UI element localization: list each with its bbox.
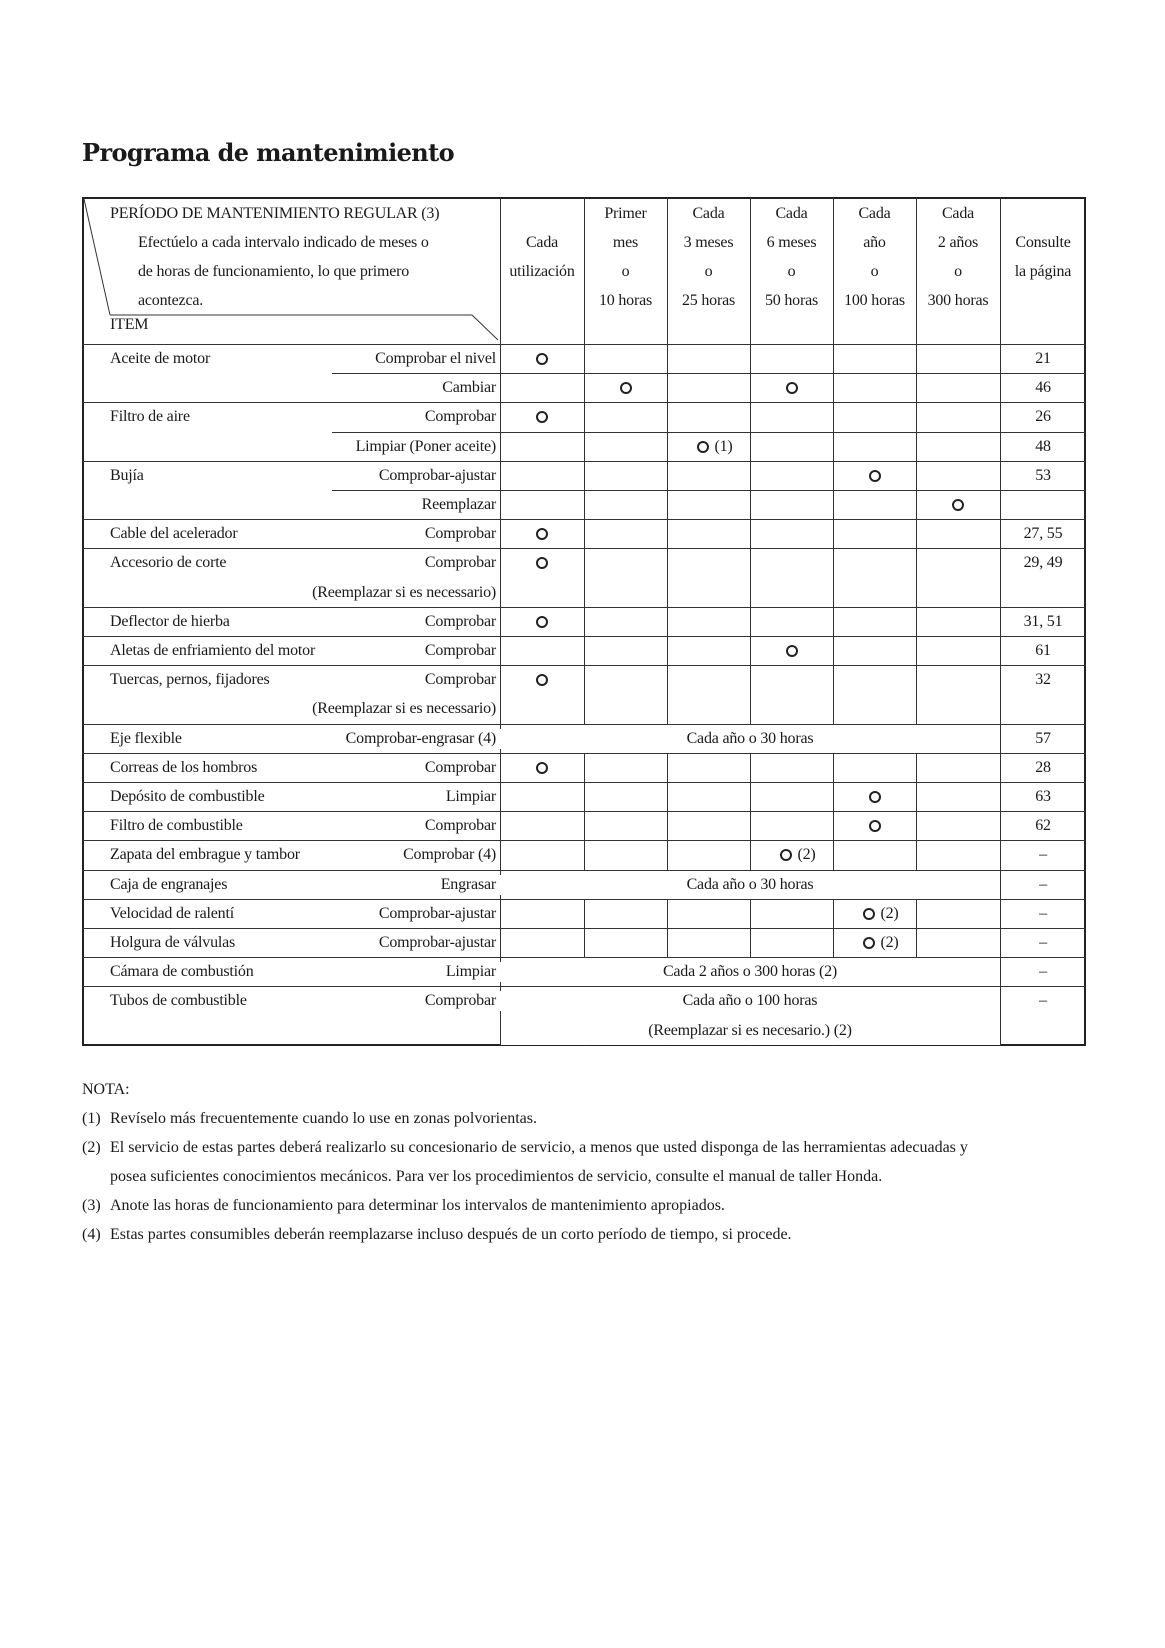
- table-row: [82, 899, 1086, 928]
- span-interval-text: Cada año o 100 horas: [500, 991, 1000, 1011]
- table-row: [82, 811, 1086, 840]
- table-row: [82, 519, 1086, 548]
- item-name: Caja de engranajes: [110, 875, 228, 893]
- schedule-mark-icon: [863, 908, 875, 920]
- schedule-mark-icon: [536, 528, 548, 540]
- item-action-note: (Reemplazar si es necessario): [312, 583, 496, 601]
- item-action: Limpiar (Poner aceite): [355, 437, 496, 455]
- notes-heading: NOTA:: [82, 1081, 130, 1098]
- page-reference: 46: [1035, 379, 1051, 397]
- schedule-mark-icon: [536, 557, 548, 569]
- page-reference: 32: [1035, 671, 1051, 689]
- note-text: posea suficientes conocimientos mecánicos. Para ver los procedimientos de servicio, consulte el manual de taller Honda.: [110, 1168, 883, 1185]
- schedule-mark-icon: [536, 762, 548, 774]
- item-name: Deflector de hierba: [110, 612, 230, 630]
- table-row: [82, 870, 1086, 899]
- item-action: Engrasar: [440, 875, 496, 893]
- note-text: Estas partes consumibles deberán reemplazarse incluso después de un corto período de tiempo, si procede.: [110, 1226, 792, 1243]
- span-interval-note: (Reemplazar si es necesario.) (2): [648, 1021, 852, 1039]
- span-interval-text: Cada 2 años o 300 horas (2): [500, 962, 1000, 982]
- item-name: Aletas de enfriamiento del motor: [110, 642, 316, 659]
- column-header-line: o: [870, 263, 879, 280]
- item-action-note: (Reemplazar si es necessario): [312, 700, 496, 718]
- item-action: Comprobar-ajustar: [378, 934, 496, 951]
- item-action: Limpiar: [445, 788, 496, 805]
- item-action: Limpiar: [445, 963, 496, 981]
- page-reference: –: [1039, 992, 1047, 1010]
- item-name: Bujía: [110, 466, 144, 484]
- column-header-line: utilización: [509, 263, 575, 280]
- table-row: [82, 782, 1086, 811]
- schedule-mark-icon: [536, 411, 548, 423]
- column-header-line: o: [954, 263, 962, 280]
- page-reference: 29, 49: [1023, 554, 1063, 572]
- item-name: Filtro de combustible: [110, 817, 243, 835]
- column-header-line: Consulte: [1015, 234, 1071, 251]
- page-reference: 63: [1035, 788, 1051, 805]
- column-header-line: 300 horas: [927, 292, 989, 309]
- column-header-line: 6 meses: [766, 234, 817, 251]
- table-row: [82, 548, 1086, 606]
- page-reference: 31, 51: [1023, 612, 1063, 630]
- item-action: Comprobar: [424, 817, 496, 835]
- item-action: Comprobar: [424, 554, 496, 572]
- note-marker: (3): [82, 1197, 101, 1214]
- column-header-line: Primer: [604, 205, 647, 222]
- schedule-mark-icon: [536, 616, 548, 628]
- item-action: Comprobar-ajustar: [378, 904, 496, 922]
- page-reference: 27, 55: [1023, 525, 1063, 543]
- note-text: Anote las horas de funcionamiento para determinar los intervalos de mantenimiento apropiados.: [110, 1197, 725, 1214]
- span-interval-text: Cada año o 30 horas: [500, 875, 1000, 895]
- page-reference: 48: [1035, 437, 1051, 455]
- schedule-mark-icon: [869, 791, 881, 803]
- table-row: [82, 665, 1086, 723]
- table-row: [82, 402, 1086, 431]
- page-reference: –: [1039, 963, 1047, 981]
- column-header-line: Cada: [525, 234, 559, 251]
- instruction-line: acontezca.: [138, 292, 204, 309]
- item-action: Comprobar-ajustar: [378, 466, 496, 484]
- table-row: [82, 490, 1086, 519]
- note-text: El servicio de estas partes deberá realizarlo su concesionario de servicio, a menos que usted disponga de las herramientas adecuadas y: [110, 1139, 968, 1156]
- item-action: Comprobar el nivel: [375, 350, 496, 367]
- table-row: [82, 636, 1086, 665]
- schedule-mark-icon: [952, 499, 964, 511]
- table-row: [82, 461, 1086, 490]
- table-row: [82, 373, 1086, 402]
- item-action: Comprobar-engrasar (4): [345, 729, 496, 747]
- page-reference: –: [1039, 934, 1047, 951]
- column-header-line: Cada: [775, 205, 808, 222]
- page-reference: 61: [1035, 642, 1051, 659]
- column-header-line: 3 meses: [683, 234, 734, 251]
- table-row: [82, 753, 1086, 782]
- table-row: [82, 432, 1086, 461]
- page-title: Programa de mantenimiento: [82, 138, 455, 167]
- schedule-mark-icon: [869, 470, 881, 482]
- column-header-line: Cada: [692, 205, 725, 222]
- column-header-line: año: [863, 234, 886, 251]
- page-reference: –: [1039, 875, 1047, 893]
- item-name: Filtro de aire: [110, 408, 190, 426]
- item-action: Reemplazar: [421, 496, 496, 513]
- item-name: Tuercas, pernos, fijadores: [110, 671, 270, 689]
- item-action: Comprobar: [424, 525, 496, 543]
- item-action: Comprobar: [424, 642, 496, 659]
- column-header-line: 10 horas: [598, 292, 653, 309]
- page-reference: 21: [1035, 350, 1051, 367]
- item-name: Velocidad de ralentí: [110, 904, 234, 922]
- column-header-line: Cada: [858, 205, 891, 222]
- mark-note: (1): [714, 437, 733, 455]
- page-reference: –: [1039, 904, 1047, 922]
- instruction-line: de horas de funcionamiento, lo que primero: [138, 263, 410, 280]
- page-reference: 28: [1035, 758, 1051, 776]
- item-name: Eje flexible: [110, 729, 182, 747]
- item-action: Comprobar: [424, 671, 496, 689]
- item-name: Aceite de motor: [110, 350, 211, 367]
- schedule-mark-icon: [869, 820, 881, 832]
- column-header-line: o: [621, 263, 630, 280]
- item-action: Comprobar: [424, 612, 496, 630]
- item-name: Depósito de combustible: [110, 788, 265, 805]
- item-action: Cambiar: [442, 379, 496, 397]
- schedule-mark-icon: [536, 353, 548, 365]
- schedule-mark-icon: [786, 382, 798, 394]
- column-header-line: Cada: [941, 205, 975, 222]
- mark-note: (2): [797, 846, 816, 864]
- column-header-line: 100 horas: [844, 292, 905, 309]
- table-row: [82, 840, 1086, 869]
- table-row: [82, 607, 1086, 636]
- item-action: Comprobar: [424, 408, 496, 426]
- page-reference: 57: [1035, 729, 1051, 747]
- table-row: [82, 928, 1086, 957]
- mark-note: (2): [880, 934, 899, 951]
- note-marker: (4): [82, 1226, 101, 1243]
- schedule-mark-icon: [697, 441, 709, 453]
- column-header-line: mes: [612, 234, 639, 251]
- page-reference: –: [1039, 846, 1047, 864]
- item-name: Cable del acelerador: [110, 525, 238, 543]
- note-text: Revíselo más frecuentemente cuando lo use en zonas polvorientas.: [110, 1110, 537, 1127]
- schedule-mark-icon: [536, 674, 548, 686]
- schedule-mark-icon: [786, 645, 798, 657]
- note-marker: (1): [82, 1110, 101, 1127]
- table-row: [82, 957, 1086, 986]
- note-marker: (2): [82, 1139, 101, 1156]
- item-action: Comprobar: [424, 992, 496, 1010]
- table-row: [82, 724, 1086, 753]
- item-name: Tubos de combustible: [110, 992, 247, 1010]
- schedule-mark-icon: [863, 937, 875, 949]
- item-name: Holgura de válvulas: [110, 934, 236, 951]
- column-header-line: o: [704, 263, 713, 280]
- table-row: [82, 986, 1086, 1044]
- column-header-line: la página: [1014, 263, 1072, 280]
- item-name: Zapata del embrague y tambor: [110, 846, 300, 864]
- page-reference: 26: [1035, 408, 1051, 426]
- column-header-line: 25 horas: [681, 292, 736, 309]
- table-row: [82, 344, 1086, 373]
- column-header-line: 2 años: [937, 234, 979, 251]
- item-name: Cámara de combustión: [110, 963, 254, 981]
- item-label: ITEM: [110, 316, 149, 333]
- span-interval-text: Cada año o 30 horas: [500, 729, 1000, 749]
- page-reference: 53: [1035, 466, 1051, 484]
- mark-note: (2): [880, 904, 899, 922]
- item-action: Comprobar (4): [403, 846, 496, 864]
- item-name: Accesorio de corte: [110, 554, 227, 572]
- period-label: PERÍODO DE MANTENIMIENTO REGULAR (3): [110, 205, 440, 222]
- maintenance-schedule-table: [82, 197, 1086, 1046]
- schedule-mark-icon: [780, 849, 792, 861]
- column-header-line: 50 horas: [764, 292, 819, 309]
- item-action: Comprobar: [424, 758, 496, 776]
- instruction-line: Efectúelo a cada intervalo indicado de meses o: [138, 234, 429, 251]
- column-header-line: o: [787, 263, 796, 280]
- page-reference: 62: [1035, 817, 1051, 835]
- schedule-mark-icon: [620, 382, 632, 394]
- item-name: Correas de los hombros: [110, 758, 258, 776]
